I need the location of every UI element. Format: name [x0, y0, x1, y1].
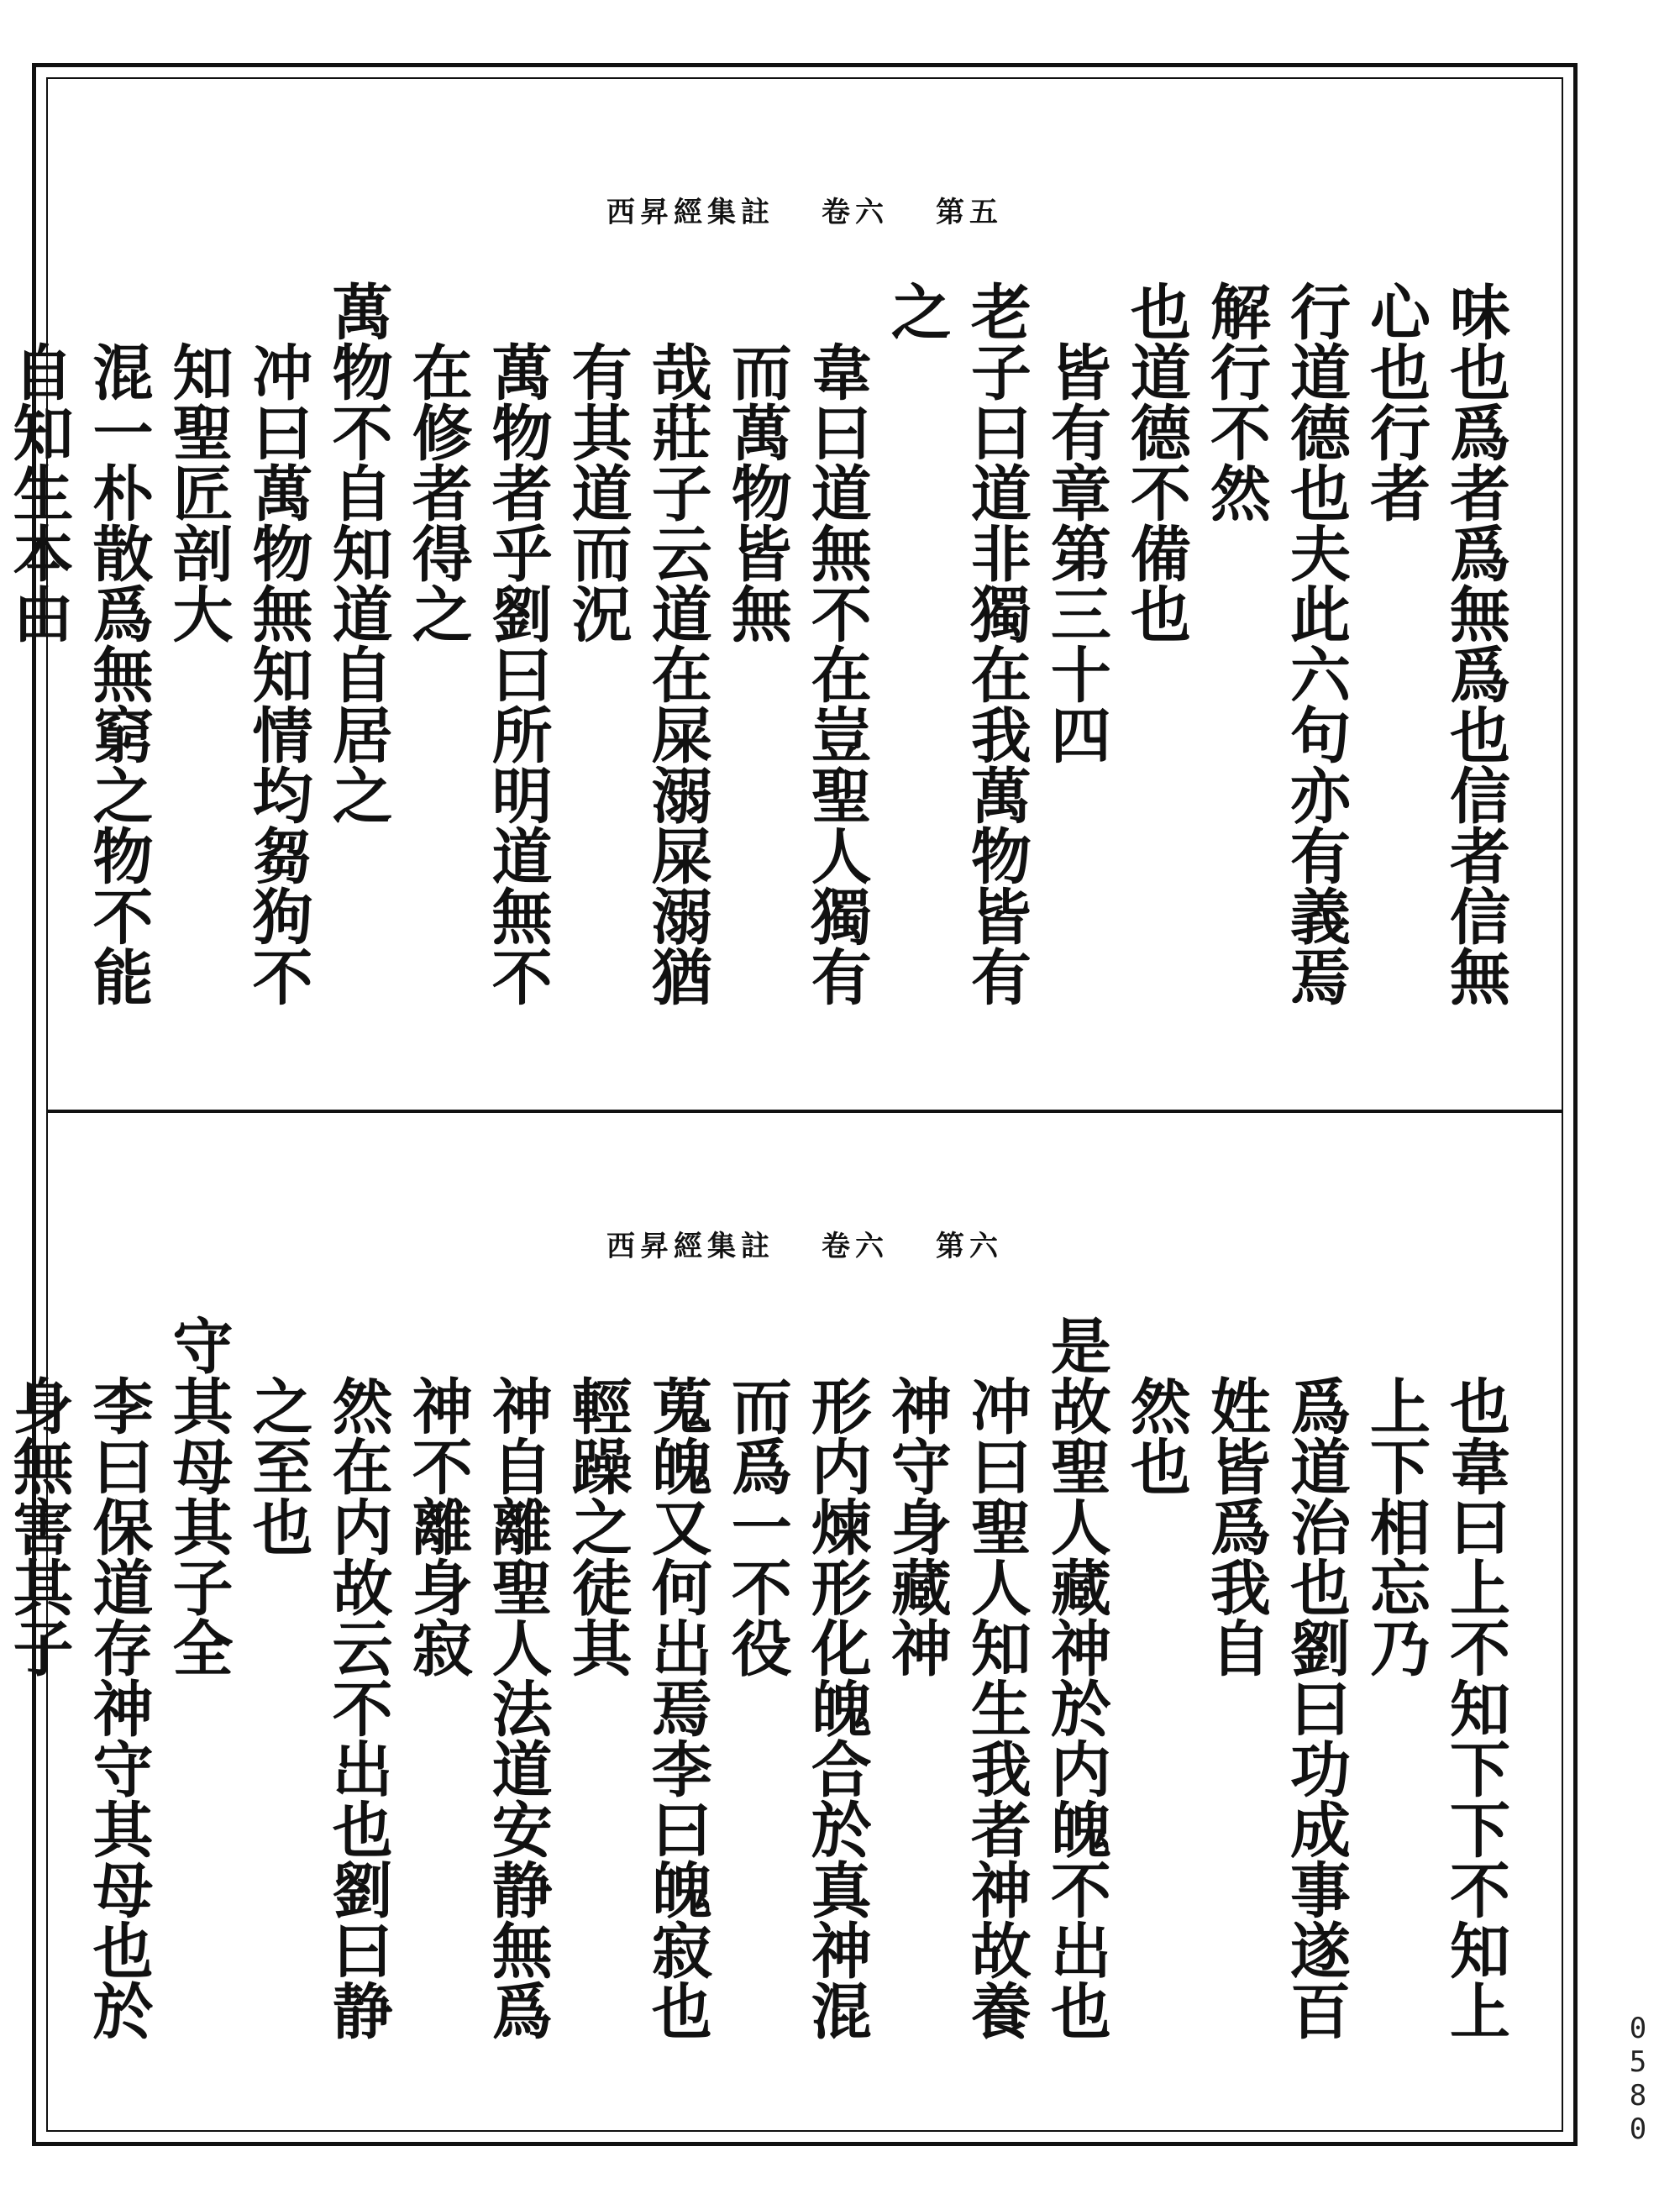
top-panel-text: [3, 281, 1515, 1037]
text-column: 爲道治也劉曰功成事遂百姓皆爲我自: [1200, 1375, 1352, 2040]
bottom-panel-header: [48, 1222, 1562, 1264]
text-column: 行道德也夫此六句亦有義焉解行不然: [1200, 281, 1352, 1006]
bottom-header-page: 第六: [936, 1229, 1003, 1263]
text-column: 混一朴散爲無窮之物不能自知生本由: [3, 341, 155, 1006]
bottom-header-chapter: 卷六: [822, 1229, 889, 1263]
text-column: 哉莊子云道在屎溺屎溺猶有其道而況: [561, 341, 713, 1006]
text-column: 冲曰聖人知生我者神故養神守身藏神: [880, 1375, 1032, 2040]
text-column: 也道德不備也: [1120, 281, 1192, 643]
text-column: 也韋曰上不知下下不知上上下相忘乃: [1359, 1375, 1511, 2040]
page-frame: [3, 63, 1578, 2146]
bottom-header-title: 西昇經集註: [606, 1229, 774, 1263]
text-column: 是故聖人藏神於内魄不出也: [1040, 1315, 1112, 2040]
bottom-panel-text: [3, 1315, 1515, 2070]
text-column: 味也爲者爲無爲也信者信無心也行者: [1359, 281, 1511, 1006]
text-column: 韋曰道無不在豈聖人獨有而萬物皆無: [721, 341, 873, 1006]
top-header-page: 第五: [936, 195, 1003, 229]
top-header-title: 西昇經集註: [606, 195, 774, 229]
text-column: 形内煉形化魄合於真神混而爲一不役: [721, 1375, 873, 2040]
page-inner-border: [3, 77, 1563, 2132]
page-number: 0580: [1621, 2012, 1655, 2146]
text-column: 李曰保道存神守其母也於身無害其子: [3, 1375, 155, 2040]
text-column: 冲曰萬物無知情均芻狗不知聖匠剖大: [162, 341, 314, 1006]
text-column: 蒐魄又何出焉李曰魄寂也輕躁之徒其: [561, 1375, 713, 2040]
text-column: 守其母其子全: [162, 1315, 234, 1677]
bottom-panel: [3, 1113, 1562, 2146]
top-header-chapter: 卷六: [822, 195, 889, 229]
text-column: 然也: [1120, 1375, 1192, 1496]
text-column: 神自離聖人法道安静無爲神不離身寂: [402, 1375, 554, 2040]
top-panel: [3, 79, 1562, 1110]
top-panel-header: [48, 188, 1562, 230]
text-column: 然在内故云不出也劉曰静之至也: [242, 1375, 394, 2040]
text-column: 萬物不自知道自居之: [322, 281, 394, 825]
text-column: 萬物者乎劉曰所明道無不在修者得之: [402, 341, 554, 1006]
text-column: 皆有章第三十四: [1040, 341, 1112, 764]
text-column: 老子曰道非獨在我萬物皆有之: [880, 281, 1032, 1006]
